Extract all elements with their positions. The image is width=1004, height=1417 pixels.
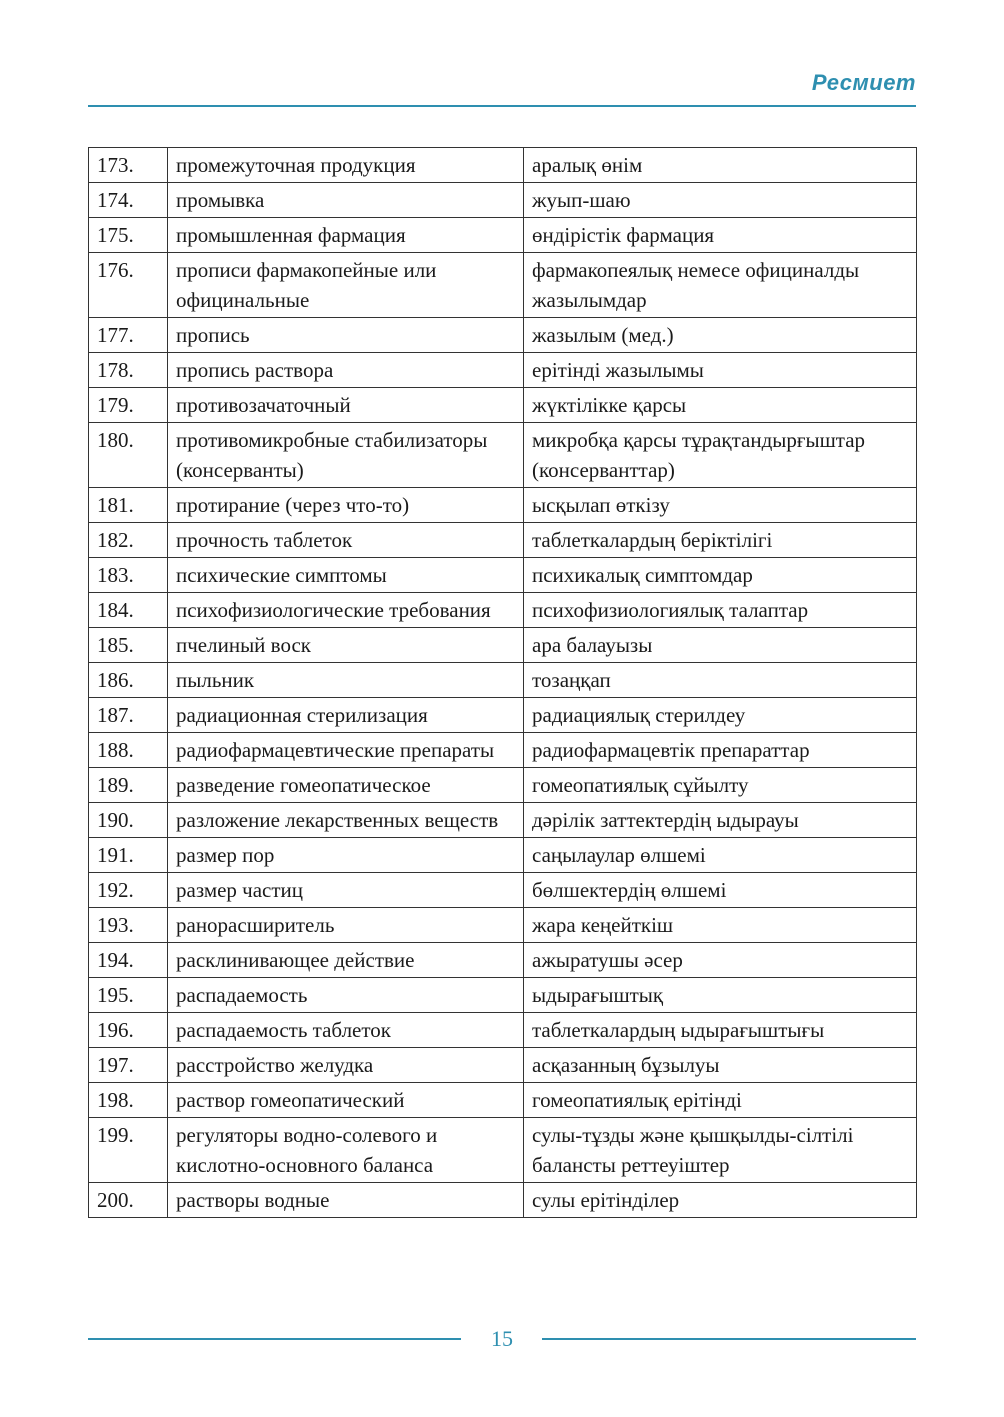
russian-term: радиационная стерилизация <box>168 698 524 733</box>
entry-number: 197. <box>89 1048 168 1083</box>
entry-number: 175. <box>89 218 168 253</box>
table-row <box>89 148 917 183</box>
russian-term: расклинивающее действие <box>168 943 524 978</box>
entry-number: 199. <box>89 1118 168 1183</box>
footer-rule-left <box>88 1338 461 1340</box>
russian-term: разложение лекарственных веществ <box>168 803 524 838</box>
entry-number: 187. <box>89 698 168 733</box>
russian-term: пропись раствора <box>168 353 524 388</box>
entry-number: 180. <box>89 423 168 488</box>
kazakh-term: ыдырағыштық <box>524 978 917 1013</box>
russian-term: расстройство желудка <box>168 1048 524 1083</box>
entry-number: 185. <box>89 628 168 663</box>
russian-term: психические симптомы <box>168 558 524 593</box>
footer-rule-right <box>542 1338 916 1340</box>
glossary-table-body <box>89 148 917 1218</box>
table-row <box>89 593 917 628</box>
russian-term: регуляторы водно-солевого и кислотно-основного баланса <box>168 1118 524 1183</box>
table-row <box>89 698 917 733</box>
table-row <box>89 1083 917 1118</box>
kazakh-term: ара балауызы <box>524 628 917 663</box>
entry-number: 183. <box>89 558 168 593</box>
table-row <box>89 873 917 908</box>
table-row <box>89 1048 917 1083</box>
entry-number: 186. <box>89 663 168 698</box>
table-row <box>89 318 917 353</box>
kazakh-term: жүктілікке қарсы <box>524 388 917 423</box>
entry-number: 192. <box>89 873 168 908</box>
kazakh-term: ерітінді жазылымы <box>524 353 917 388</box>
kazakh-term: сулы ерітінділер <box>524 1183 917 1218</box>
table-row <box>89 628 917 663</box>
table-row <box>89 803 917 838</box>
entry-number: 194. <box>89 943 168 978</box>
table-row <box>89 943 917 978</box>
russian-term: противозачаточный <box>168 388 524 423</box>
table-row <box>89 978 917 1013</box>
kazakh-term: ысқылап өткізу <box>524 488 917 523</box>
entry-number: 184. <box>89 593 168 628</box>
kazakh-term: саңылаулар өлшемі <box>524 838 917 873</box>
kazakh-term: микробқа қарсы тұрақтандырғыштар (консерванттар) <box>524 423 917 488</box>
running-header-title: Ресмиет <box>811 70 916 95</box>
russian-term: радиофармацевтические препараты <box>168 733 524 768</box>
header-rule <box>88 105 916 107</box>
russian-term: психофизиологические требования <box>168 593 524 628</box>
table-row <box>89 423 917 488</box>
table-row <box>89 558 917 593</box>
russian-term: пропись <box>168 318 524 353</box>
russian-term: противомикробные стабилизаторы (консерванты) <box>168 423 524 488</box>
kazakh-term: радиофармацевтік препараттар <box>524 733 917 768</box>
entry-number: 195. <box>89 978 168 1013</box>
table-row <box>89 838 917 873</box>
russian-term: распадаемость таблеток <box>168 1013 524 1048</box>
table-row <box>89 523 917 558</box>
table-row <box>89 908 917 943</box>
russian-term: прочность таблеток <box>168 523 524 558</box>
table-row <box>89 1183 917 1218</box>
glossary-table <box>88 147 917 1218</box>
kazakh-term: жазылым (мед.) <box>524 318 917 353</box>
kazakh-term: радиациялық стерилдеу <box>524 698 917 733</box>
russian-term: разведение гомеопатическое <box>168 768 524 803</box>
kazakh-term: аралық өнім <box>524 148 917 183</box>
kazakh-term: психофизиологиялық талаптар <box>524 593 917 628</box>
kazakh-term: жара кеңейткіш <box>524 908 917 943</box>
table-row <box>89 768 917 803</box>
russian-term: размер пор <box>168 838 524 873</box>
entry-number: 188. <box>89 733 168 768</box>
russian-term: ранорасширитель <box>168 908 524 943</box>
entry-number: 189. <box>89 768 168 803</box>
table-row <box>89 353 917 388</box>
kazakh-term: асқазанның бұзылуы <box>524 1048 917 1083</box>
entry-number: 191. <box>89 838 168 873</box>
entry-number: 182. <box>89 523 168 558</box>
entry-number: 174. <box>89 183 168 218</box>
kazakh-term: өндірістік фармация <box>524 218 917 253</box>
table-row <box>89 733 917 768</box>
kazakh-term: психикалық симптомдар <box>524 558 917 593</box>
entry-number: 176. <box>89 253 168 318</box>
russian-term: пыльник <box>168 663 524 698</box>
entry-number: 177. <box>89 318 168 353</box>
russian-term: распадаемость <box>168 978 524 1013</box>
entry-number: 179. <box>89 388 168 423</box>
russian-term: прописи фармакопейные или официнальные <box>168 253 524 318</box>
page-number: 15 <box>491 1326 513 1351</box>
entry-number: 190. <box>89 803 168 838</box>
entry-number: 193. <box>89 908 168 943</box>
table-row <box>89 218 917 253</box>
kazakh-term: гомеопатиялық сұйылту <box>524 768 917 803</box>
russian-term: промежуточная продукция <box>168 148 524 183</box>
table-row <box>89 488 917 523</box>
kazakh-term: ажыратушы әсер <box>524 943 917 978</box>
kazakh-term: тозаңқап <box>524 663 917 698</box>
entry-number: 198. <box>89 1083 168 1118</box>
russian-term: размер частиц <box>168 873 524 908</box>
kazakh-term: дәрілік заттектердің ыдырауы <box>524 803 917 838</box>
russian-term: протирание (через что-то) <box>168 488 524 523</box>
russian-term: пчелиный воск <box>168 628 524 663</box>
entry-number: 173. <box>89 148 168 183</box>
russian-term: растворы водные <box>168 1183 524 1218</box>
entry-number: 196. <box>89 1013 168 1048</box>
entry-number: 200. <box>89 1183 168 1218</box>
table-row <box>89 388 917 423</box>
kazakh-term: жуып-шаю <box>524 183 917 218</box>
table-row <box>89 1118 917 1183</box>
table-row <box>89 663 917 698</box>
russian-term: промышленная фармация <box>168 218 524 253</box>
kazakh-term: таблеткалардың ыдырағыштығы <box>524 1013 917 1048</box>
kazakh-term: фармакопеялық немесе официналды жазылымдар <box>524 253 917 318</box>
russian-term: раствор гомеопатический <box>168 1083 524 1118</box>
table-row <box>89 1013 917 1048</box>
table-row <box>89 183 917 218</box>
entry-number: 178. <box>89 353 168 388</box>
kazakh-term: гомеопатиялық ерітінді <box>524 1083 917 1118</box>
entry-number: 181. <box>89 488 168 523</box>
kazakh-term: сулы-тұзды және қышқылды-сілтілі балансты реттеуіштер <box>524 1118 917 1183</box>
kazakh-term: таблеткалардың беріктілігі <box>524 523 917 558</box>
table-row <box>89 253 917 318</box>
russian-term: промывка <box>168 183 524 218</box>
kazakh-term: бөлшектердің өлшемі <box>524 873 917 908</box>
